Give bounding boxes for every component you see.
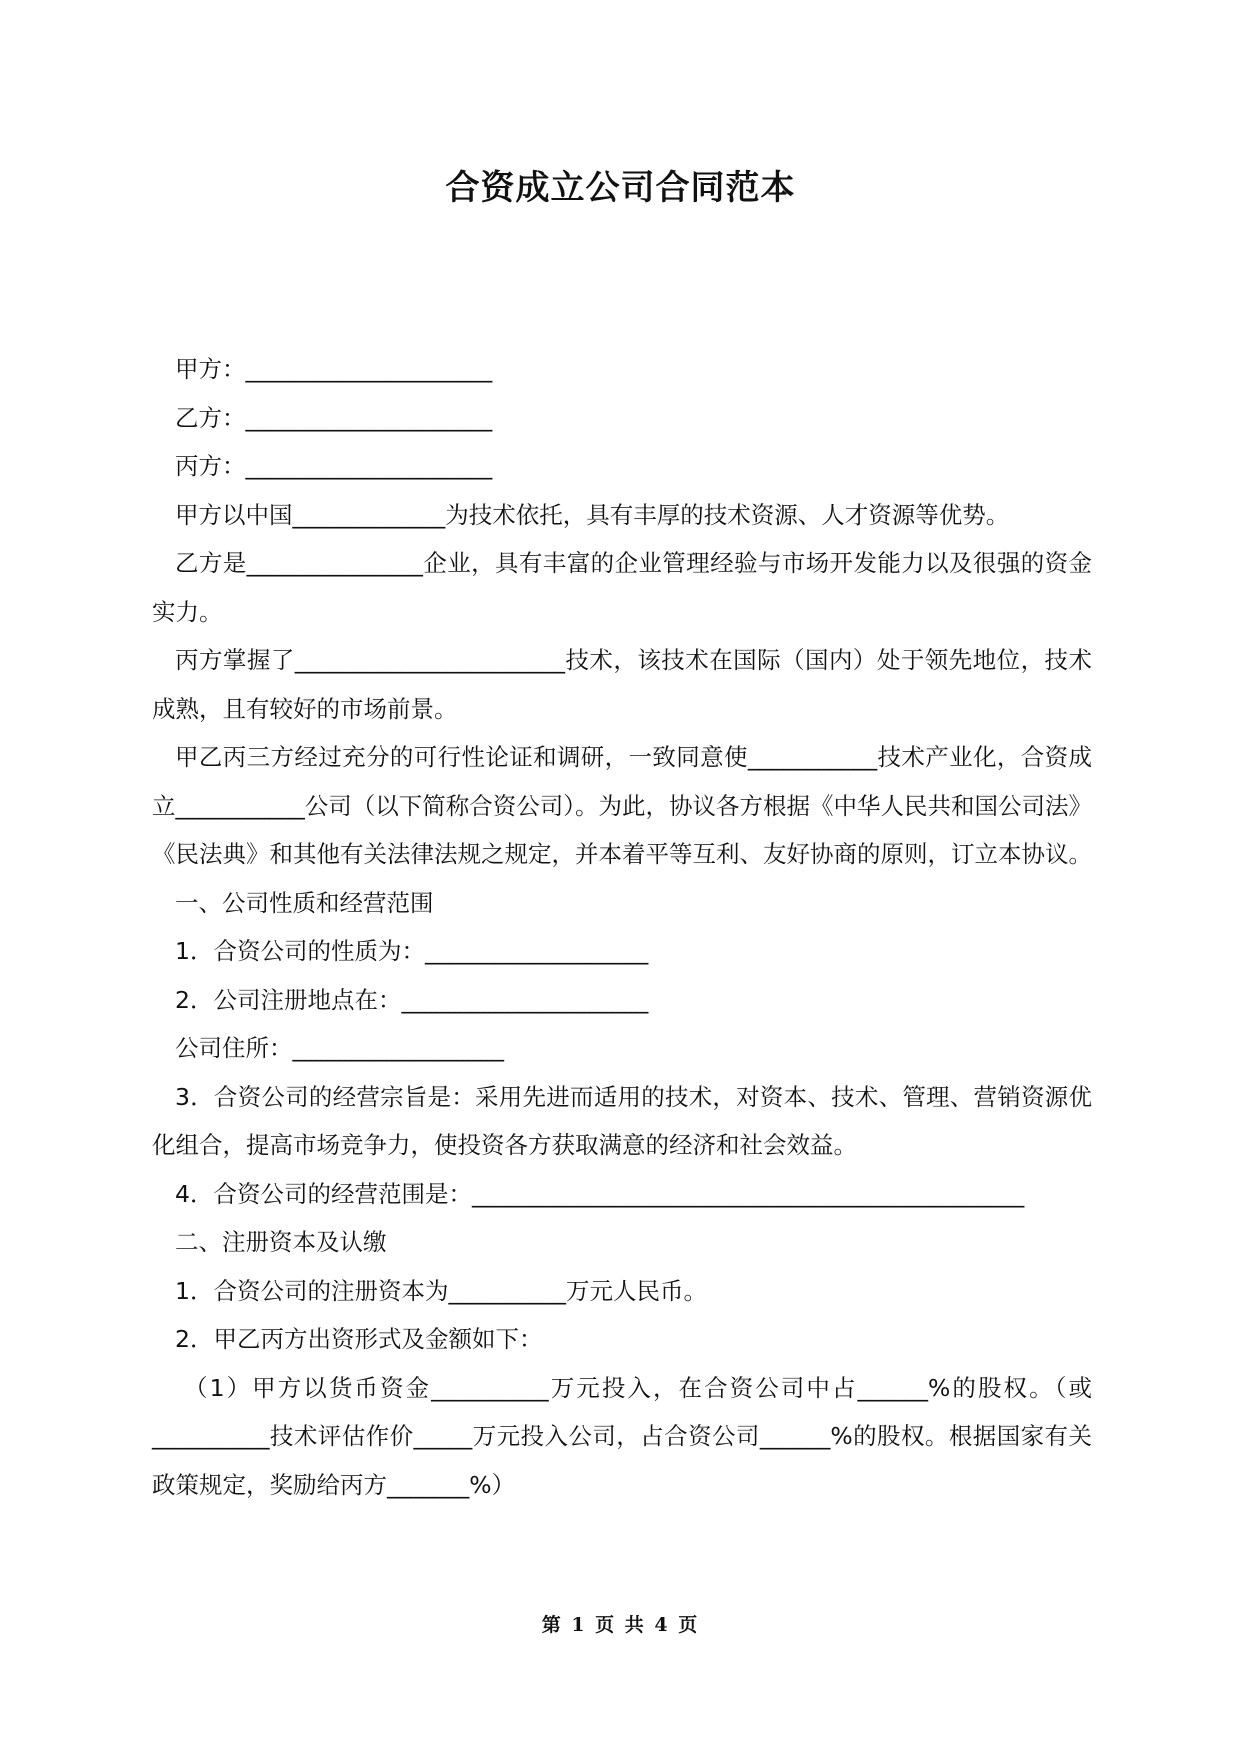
clause-contribution-forms: 2．甲乙丙方出资形式及金额如下：: [175, 1325, 543, 1353]
clause-business-purpose: 3．合资公司的经营宗旨是：采用先进而适用的技术，对资本、技术、管理、营销资源优化组合，提高市场竞争力，使投资各方获取满意的经济和社会效益。: [152, 1082, 1092, 1159]
document-body: [152, 345, 1092, 1509]
party-c-description: 丙方掌握了_______________________技术，该技术在国际（国内）处于领先地位，技术成熟，且有较好的市场前景。: [152, 646, 1092, 723]
clause-business-scope: 4．合资公司的经营范围是：_______________________________________________: [175, 1179, 1025, 1208]
page-number: 第 1 页 共 4 页: [541, 1614, 700, 1636]
clause-company-address: 公司住所：__________________: [175, 1034, 504, 1062]
clause-registered-capital: 1．合资公司的注册资本为__________万元人民币。: [175, 1276, 707, 1305]
section-heading-2: 二、注册资本及认缴: [175, 1228, 387, 1256]
party-b-description: 乙方是_______________企业，具有丰富的企业管理经验与市场开发能力以及很强的资金实力。: [152, 549, 1092, 626]
document-title: 合资成立公司合同范本: [445, 168, 796, 208]
party-a-description: 甲方以中国_____________为技术依托，具有丰厚的技术资源、人才资源等优势。: [175, 500, 1010, 529]
clause-company-nature: 1．合资公司的性质为：___________________: [175, 937, 649, 965]
preamble-paragraph: 甲乙丙三方经过充分的可行性论证和调研，一致同意使___________技术产业化，合资成立___________公司（以下简称合资公司）。为此，协议各方根据《中华人民共和国公司法》《民法典》和其他有关法律法规之规定，并本着平等互利、友好协商的原则，订立本协议。: [152, 743, 1092, 868]
party-b-line: 乙方：_____________________: [175, 403, 493, 432]
clause-registration-place: 2．公司注册地点在：_____________________: [175, 985, 649, 1014]
clause-party-a-contribution: （1）甲方以货币资金__________万元投入，在合资公司中占______%的股权。（或__________技术评估作价_____万元投入公司，占合资公司______%的股权。根据国家有关政策规定，奖励给丙方_______%）: [152, 1373, 1092, 1499]
party-a-line: 甲方：_____________________: [175, 355, 493, 383]
section-heading-1: 一、公司性质和经营范围: [175, 888, 434, 917]
party-c-line: 丙方：_____________________: [175, 452, 493, 480]
